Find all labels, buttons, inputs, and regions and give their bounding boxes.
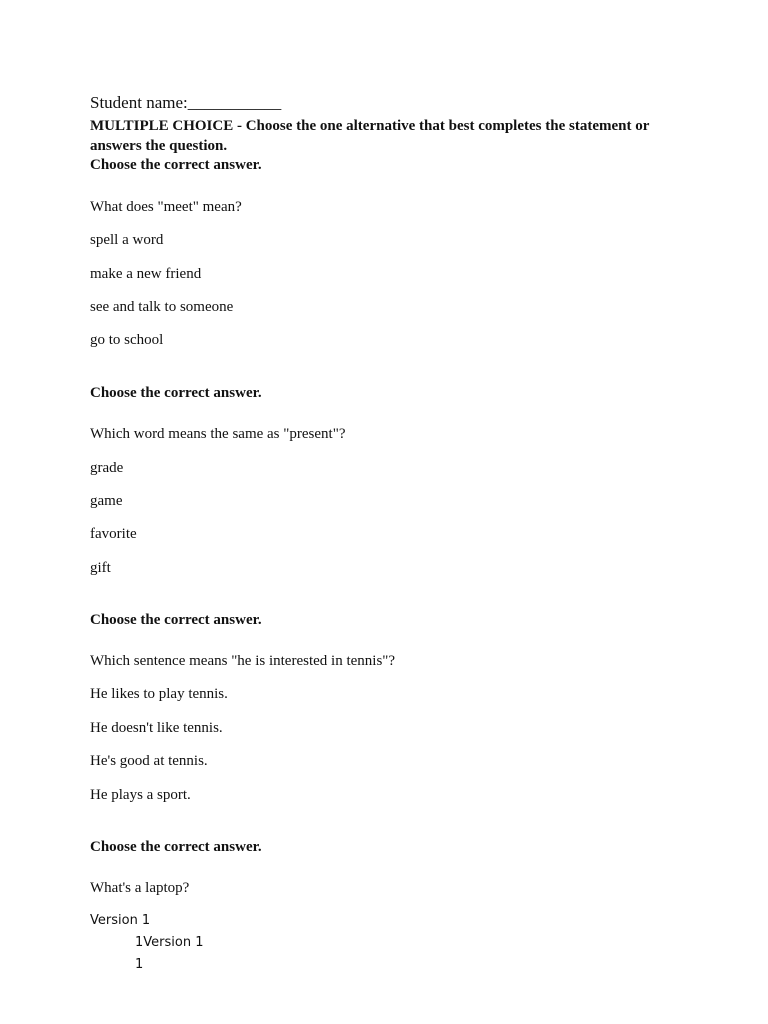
question-prompt: Which sentence means "he is interested in tennis"? bbox=[90, 653, 396, 669]
section-instruction: Choose the correct answer. bbox=[90, 385, 262, 401]
page-number: 1 bbox=[135, 957, 144, 972]
question-prompt: Which word means the same as "present"? bbox=[90, 426, 346, 442]
answer-option: spell a word bbox=[90, 232, 164, 248]
answer-option: gift bbox=[90, 560, 111, 576]
multiple-choice-instruction bbox=[90, 117, 690, 176]
question-prompt: What's a laptop? bbox=[90, 880, 190, 896]
answer-option: game bbox=[90, 493, 123, 509]
answer-option: grade bbox=[90, 460, 124, 476]
version-footer: Version 1 bbox=[90, 913, 151, 928]
student-name-label: Student name:___________ bbox=[90, 93, 282, 112]
version-footer: 1Version 1 bbox=[135, 935, 204, 950]
answer-option: go to school bbox=[90, 332, 164, 348]
answer-option: He doesn't like tennis. bbox=[90, 720, 223, 736]
section-instruction: Choose the correct answer. bbox=[90, 612, 262, 628]
answer-option: favorite bbox=[90, 526, 137, 542]
question-prompt: What does "meet" mean? bbox=[90, 199, 242, 215]
section-instruction: Choose the correct answer. bbox=[90, 157, 262, 173]
section-instruction: Choose the correct answer. bbox=[90, 839, 262, 855]
answer-option: He plays a sport. bbox=[90, 787, 191, 803]
answer-option: He likes to play tennis. bbox=[90, 686, 228, 702]
mc-instruction-text: MULTIPLE CHOICE - Choose the one alternative that best completes the statement or answers the question. bbox=[90, 118, 650, 154]
answer-option: see and talk to someone bbox=[90, 299, 234, 315]
answer-option: make a new friend bbox=[90, 266, 202, 282]
answer-option: He's good at tennis. bbox=[90, 753, 208, 769]
